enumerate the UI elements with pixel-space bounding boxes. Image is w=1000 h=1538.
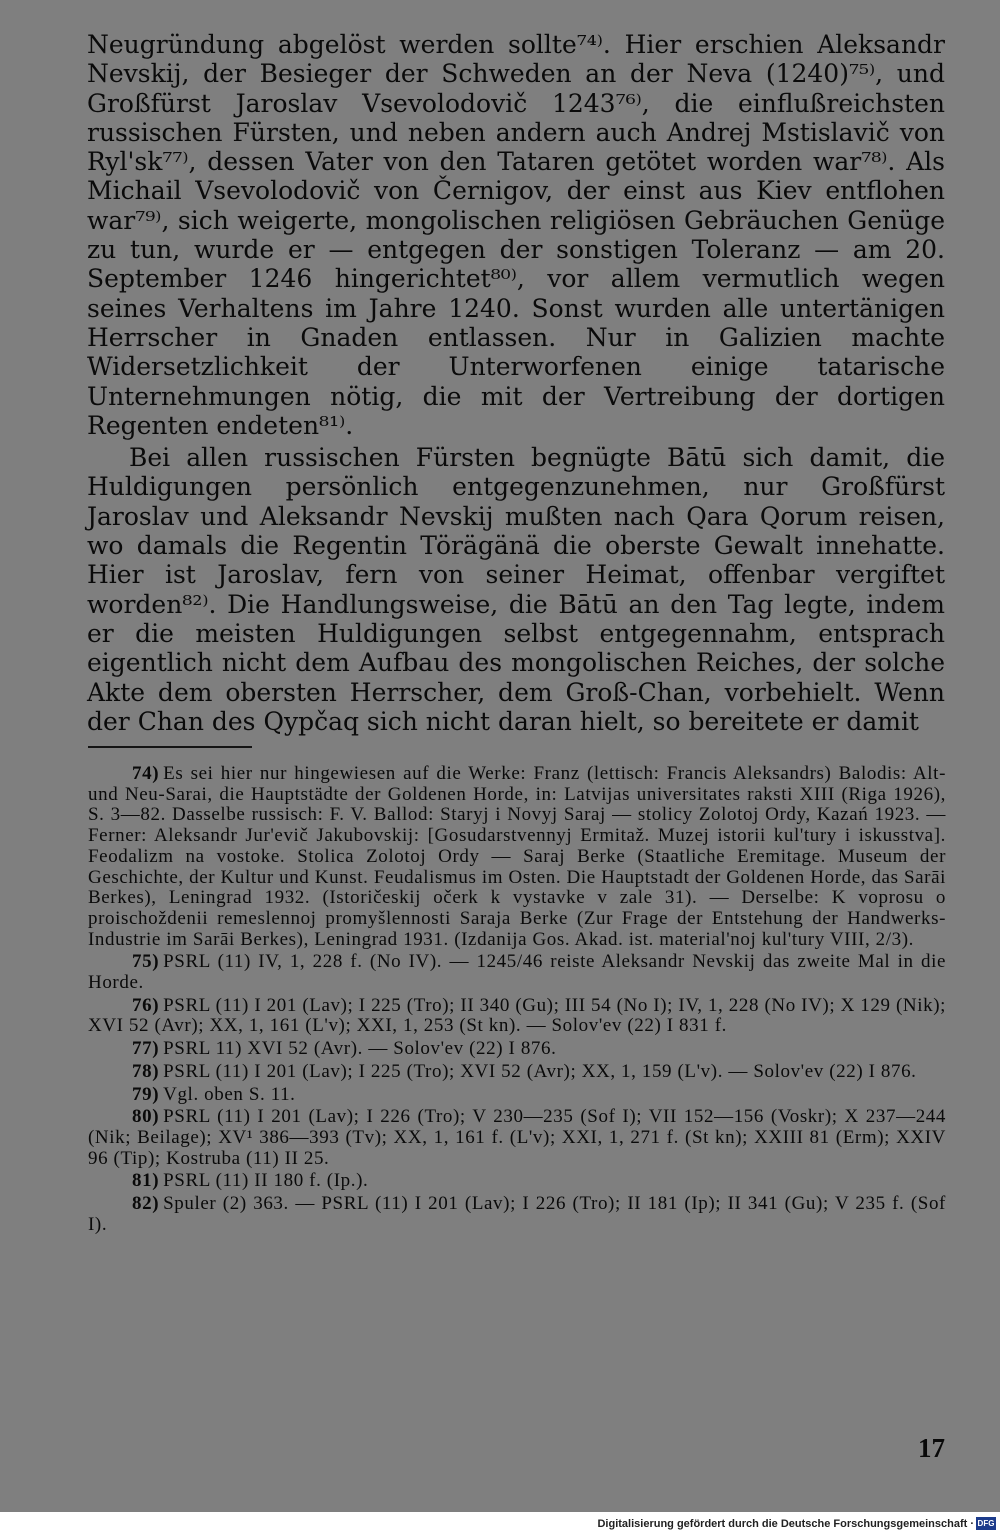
footnote-text: PSRL 11) XVI 52 (Avr). — Solov'ev (22) I 876. [163,1038,557,1060]
footnote-82 [88,1194,946,1235]
footnote-75 [88,952,946,993]
footnote-text: PSRL (11) IV, 1, 228 f. (No IV). — 1245/46 reiste Aleksandr Nevskij das zweite Mal in die Horde. [88,951,946,994]
footnote-76 [88,996,946,1037]
footnote-text: PSRL (11) I 201 (Lav); I 225 (Tro); II 340 (Gu); III 54 (No I); IV, 1, 228 (No IV); X 129 (Nik); XVI 52 (Avr); XX, 1, 161 (L'v); XXI, 1, 253 (St kn). — Solov'ev (22) I 831 f. [88,994,946,1037]
footnote-77 [88,1039,946,1060]
footnote-mark: 75) [132,951,160,973]
footnote-79 [88,1085,946,1106]
digitization-footer [0,1512,1000,1538]
footnote-mark: 74) [132,763,160,784]
funding-credit: Digitalisierung gefördert durch die Deutsche Forschungsgemeinschaft · [597,1518,974,1530]
footnote-text: Spuler (2) 363. — PSRL (11) I 201 (Lav); I 226 (Tro); II 181 (Ip); II 341 (Gu); V 235 f. (Sof I). [88,1193,946,1235]
footnote-81 [88,1171,946,1192]
body-text [87,30,945,736]
footnote-text: PSRL (11) II 180 f. (Ip.). [163,1170,369,1192]
footnote-mark: 78) [132,1060,160,1082]
footnote-78 [88,1062,946,1083]
page-number: 17 [918,1433,945,1463]
footnote-text: Es sei hier nur hingewiesen auf die Werke: Franz (lettisch: Francis Aleksandrs) Balodis: Alt- und Neu-Sarai, die Hauptstädte der Goldenen Horde, in: Latvijas universitates raksti XIII (Riga 1926), S. 3—82. Dasselbe russisch: F. V. Ballod: Staryj i Novyj Saraj — stolicy Zolotoj Ordy, Kazań 1923. — Ferner: Aleksandr Jur'evič Jakubovskij: [Gosudarstvennyj Ermitaž. Muzej istorii kul'tury i iskusstva]. Feodalizm na vostoke. Stolica Zolotoj Ordy — Saraj Berke (Staatliche Eremitage. Museum der Geschichte, der Kultur und Kunst. Feudalismus im Osten. Die Hauptstadt der Goldenen Horde, das Sarāi Berkes), Leningrad 1932. (Istoričeskij očerk k vystavke v zale 31). — Derselbe: K voprosu o proischoždenii remeslennoj promyšlennosti Saraja Berke (Zur Frage der Entstehung der Handwerks-Industrie im Sarāi Berkes), Leningrad 1931. (Izdanija Gos. Akad. ist. material'noj kul'tury VIII, 2/3). [88,763,946,950]
footnote-mark: 81) [132,1170,160,1192]
footnote-mark: 80) [132,1106,160,1128]
footnote-text: Vgl. oben S. 11. [163,1083,296,1105]
dfg-logo-icon: DFG [977,1519,995,1528]
footnote-mark: 82) [132,1193,160,1215]
paragraph-2: Bei allen russischen Fürsten begnügte Bātū sich damit, die Huldigungen persönlich entgegenzunehmen, nur Großfürst Jaroslav und Aleksandr Nevskij mußten nach Qara Qorum reisen, wo damals die Regentin Törägänä die oberste Gewalt innehatte. Hier ist Jaroslav, fern von seiner Heimat, offenbar vergiftet worden⁸²⁾. Die Handlungsweise, die Bātū an den Tag legte, indem er die meisten Huldigungen selbst entgegennahm, entsprach eigentlich nicht dem Aufbau des mongolischen Reiches, der solche Akte dem obersten Herrscher, dem Groß-Chan, vorbehielt. Wenn der Chan des Qypčaq sich nicht daran hielt, so bereitete er damit [87,443,945,736]
footnote-text: PSRL (11) I 201 (Lav); I 225 (Tro); XVI 52 (Avr); XX, 1, 159 (L'v). — Solov'ev (22) I 876. [163,1060,917,1082]
footnote-separator [88,746,252,748]
footnote-text: PSRL (11) I 201 (Lav); I 226 (Tro); V 230—235 (Sof I); VII 152—156 (Voskr); X 237—244 (Nik; Beilage); XV¹ 386—393 (Tv); XX, 1, 161 f. (L'v); XXI, 1, 271 f. (St kn); XXIII 81 (Erm); XXIV 96 (Tip); Kostruba (11) II 25. [88,1106,946,1169]
paragraph-1: Neugründung abgelöst werden sollte⁷⁴⁾. Hier erschien Aleksandr Nevskij, der Besieger der Schweden an der Neva (1240)⁷⁵⁾, und Großfürst Jaroslav Vsevolodovič 1243⁷⁶⁾, die einflußreichsten russischen Fürsten, und neben andern auch Andrej Mstislavič von Ryl'sk⁷⁷⁾, dessen Vater von den Tataren getötet worden war⁷⁸⁾. Als Michail Vsevolodovič von Černigov, der einst aus Kiev entflohen war⁷⁹⁾, sich weigerte, mongolischen religiösen Gebräuchen Genüge zu tun, wurde er — entgegen der sonstigen Toleranz — am 20. September 1246 hingerichtet⁸⁰⁾, vor allem vermutlich wegen seines Verhaltens im Jahre 1240. Sonst wurden alle untertänigen Herrscher in Gnaden entlassen. Nur in Galizien machte Widersetzlichkeit der Unterworfenen einige tatarische Unternehmungen nötig, die mit der Vertreibung der dortigen Regenten endeten⁸¹⁾. [87,30,945,440]
footnote-74 [88,764,946,950]
footnote-mark: 77) [132,1038,160,1060]
footnote-mark: 76) [132,994,160,1016]
footnote-80 [88,1107,946,1169]
footnotes [88,764,946,1237]
footnote-mark: 79) [132,1083,160,1105]
